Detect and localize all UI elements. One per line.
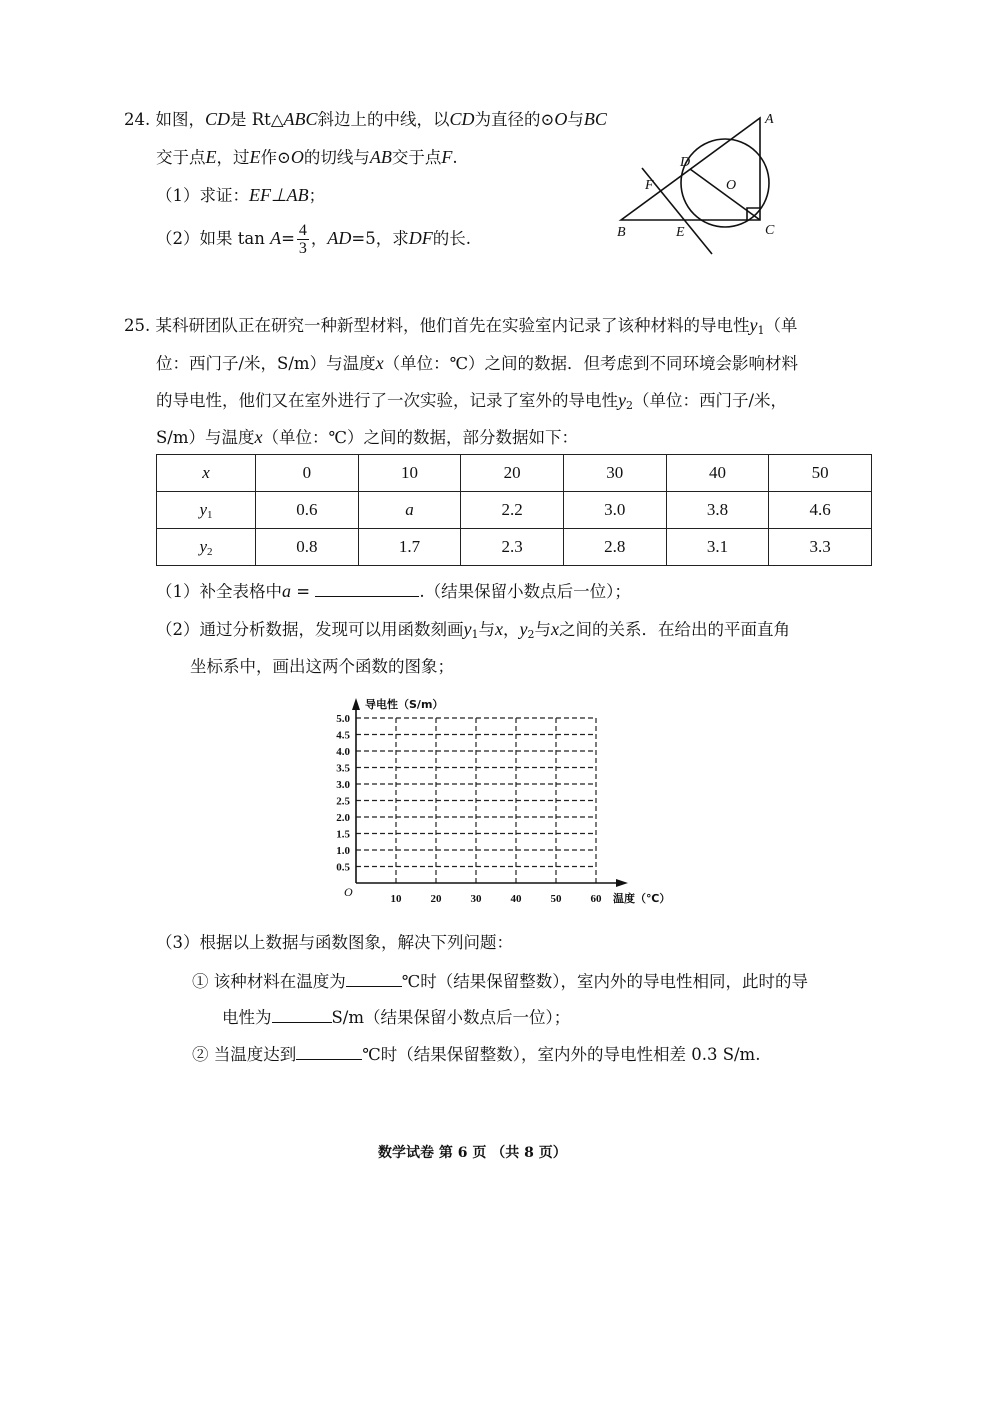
- q25-part1: （1）补全表格中a = .（结果保留小数点后一位）；: [156, 581, 631, 601]
- table-cell: 3.1: [666, 529, 769, 566]
- answer-blank-temperature-diff[interactable]: [296, 1043, 362, 1060]
- q24-part2: （2）如果 tan A= $\frac{4}{3}$ ，AD=5，求DF的长.: [156, 222, 471, 257]
- table-cell: 2.3: [461, 529, 564, 566]
- answer-blank-temperature-equal[interactable]: [346, 970, 402, 987]
- x-tick-label: 60: [590, 893, 602, 905]
- data-table: [156, 454, 872, 566]
- chart-ylabel: 导电性（S/m）: [365, 698, 444, 711]
- table-cell: 2.2: [461, 492, 564, 529]
- x-tick-label: 10: [390, 893, 402, 905]
- x-tick-label: 30: [470, 893, 482, 905]
- q25-part3-item1-line2: 电性为 S/m（结果保留小数点后一位）；: [222, 1008, 571, 1027]
- label-c: C: [765, 223, 775, 238]
- y-tick-label: 4.5: [336, 729, 350, 742]
- coordinate-grid-chart[interactable]: [320, 690, 690, 915]
- y-tick-label: 1.5: [336, 828, 350, 841]
- table-cell: 0.8: [256, 529, 359, 566]
- q24-line2: 交于点E，过E作⊙O的切线与AB交于点F.: [156, 147, 458, 167]
- table-cell: $y_1$: [157, 492, 256, 529]
- label-d: D: [680, 155, 691, 170]
- table-cell: 3.8: [666, 492, 769, 529]
- y-axis-arrow: [352, 698, 360, 710]
- label-b: B: [617, 225, 626, 240]
- y-tick-label: 3.0: [336, 779, 350, 791]
- q25-part2-line1: （2）通过分析数据，发现可以用函数刻画$y_1$与x，$y_2$与x之间的关系．在给出的平面直角: [156, 619, 790, 641]
- y-tick-label: 0.5: [336, 861, 350, 874]
- x-axis-arrow: [616, 879, 628, 887]
- table-cell: 40: [666, 455, 769, 492]
- table-cell: 3.0: [563, 492, 666, 529]
- q25-line1: 25. 某科研团队正在研究一种新型材料，他们首先在实验室内记录了该种材料的导电性$y_1$（单: [124, 315, 798, 337]
- table-cell: 2.8: [563, 529, 666, 566]
- table-cell: 4.6: [769, 492, 872, 529]
- table-row: [157, 455, 872, 492]
- q25-number: 25.: [124, 316, 151, 335]
- geometry-figure: [600, 100, 800, 260]
- q25-line3: 的导电性，他们又在室外进行了一次实验，记录了室外的导电性$y_2$（单位：西门子/米，: [156, 390, 788, 412]
- table-cell: 30: [563, 455, 666, 492]
- table-cell: 0.6: [256, 492, 359, 529]
- chart-xlabel: 温度（℃）: [613, 892, 671, 905]
- y-tick-label: 2.0: [336, 812, 350, 824]
- table-cell: 0: [256, 455, 359, 492]
- x-tick-label: 20: [430, 893, 442, 905]
- table-cell: a: [358, 492, 461, 529]
- q25-line4: S/m）与温度x（单位：℃）之间的数据，部分数据如下：: [156, 427, 578, 447]
- table-cell: $y_2$: [157, 529, 256, 566]
- x-tick-label: 50: [550, 893, 562, 905]
- q24-line1: 24. 如图，CD是 Rt△ABC斜边上的中线，以CD为直径的⊙O与BC: [124, 109, 607, 129]
- fraction-4-3: $\frac{4}{3}$: [298, 222, 307, 257]
- q24-part1: （1）求证：EF⊥AB；: [156, 185, 326, 205]
- table-cell: 50: [769, 455, 872, 492]
- median-cd: [690, 169, 760, 220]
- y-tick-label: 5.0: [336, 713, 350, 725]
- q24-number: 24.: [124, 110, 151, 129]
- y-tick-label: 4.0: [336, 746, 350, 758]
- table-cell: x: [157, 455, 256, 492]
- y-tick-label: 1.0: [336, 845, 350, 857]
- table-cell: 20: [461, 455, 564, 492]
- table-cell: 10: [358, 455, 461, 492]
- q25-part3-item1-line1: ① 该种材料在温度为 ℃时（结果保留整数），室内外的导电性相同，此时的导: [192, 972, 808, 991]
- table-row: [157, 529, 872, 566]
- q25-line2: 位：西门子/米，S/m）与温度x（单位：℃）之间的数据．但考虑到不同环境会影响材料: [156, 353, 799, 373]
- label-o: O: [726, 178, 737, 193]
- q25-part3-title: （3）根据以上数据与函数图象，解决下列问题：: [156, 933, 513, 952]
- y-tick-label: 2.5: [336, 795, 350, 808]
- label-e: E: [676, 225, 685, 240]
- table-cell: 3.3: [769, 529, 872, 566]
- label-f: F: [645, 178, 654, 193]
- page-footer: 数学试卷 第 6 页 （共 8 页）: [378, 1145, 567, 1161]
- label-a: A: [765, 112, 774, 127]
- q25-part3-item2: ② 当温度达到 ℃时（结果保留整数），室内外的导电性相差 0.3 S/m.: [192, 1045, 761, 1064]
- answer-blank-a[interactable]: [315, 580, 419, 597]
- chart-origin: O: [344, 885, 353, 899]
- circle-o: [681, 139, 769, 227]
- y-tick-label: 3.5: [336, 762, 350, 775]
- answer-blank-conductivity[interactable]: [272, 1006, 332, 1023]
- x-tick-label: 40: [510, 893, 522, 905]
- table-cell: 1.7: [358, 529, 461, 566]
- table-row: [157, 492, 872, 529]
- q25-part2-line2: 坐标系中，画出这两个函数的图象；: [190, 657, 454, 676]
